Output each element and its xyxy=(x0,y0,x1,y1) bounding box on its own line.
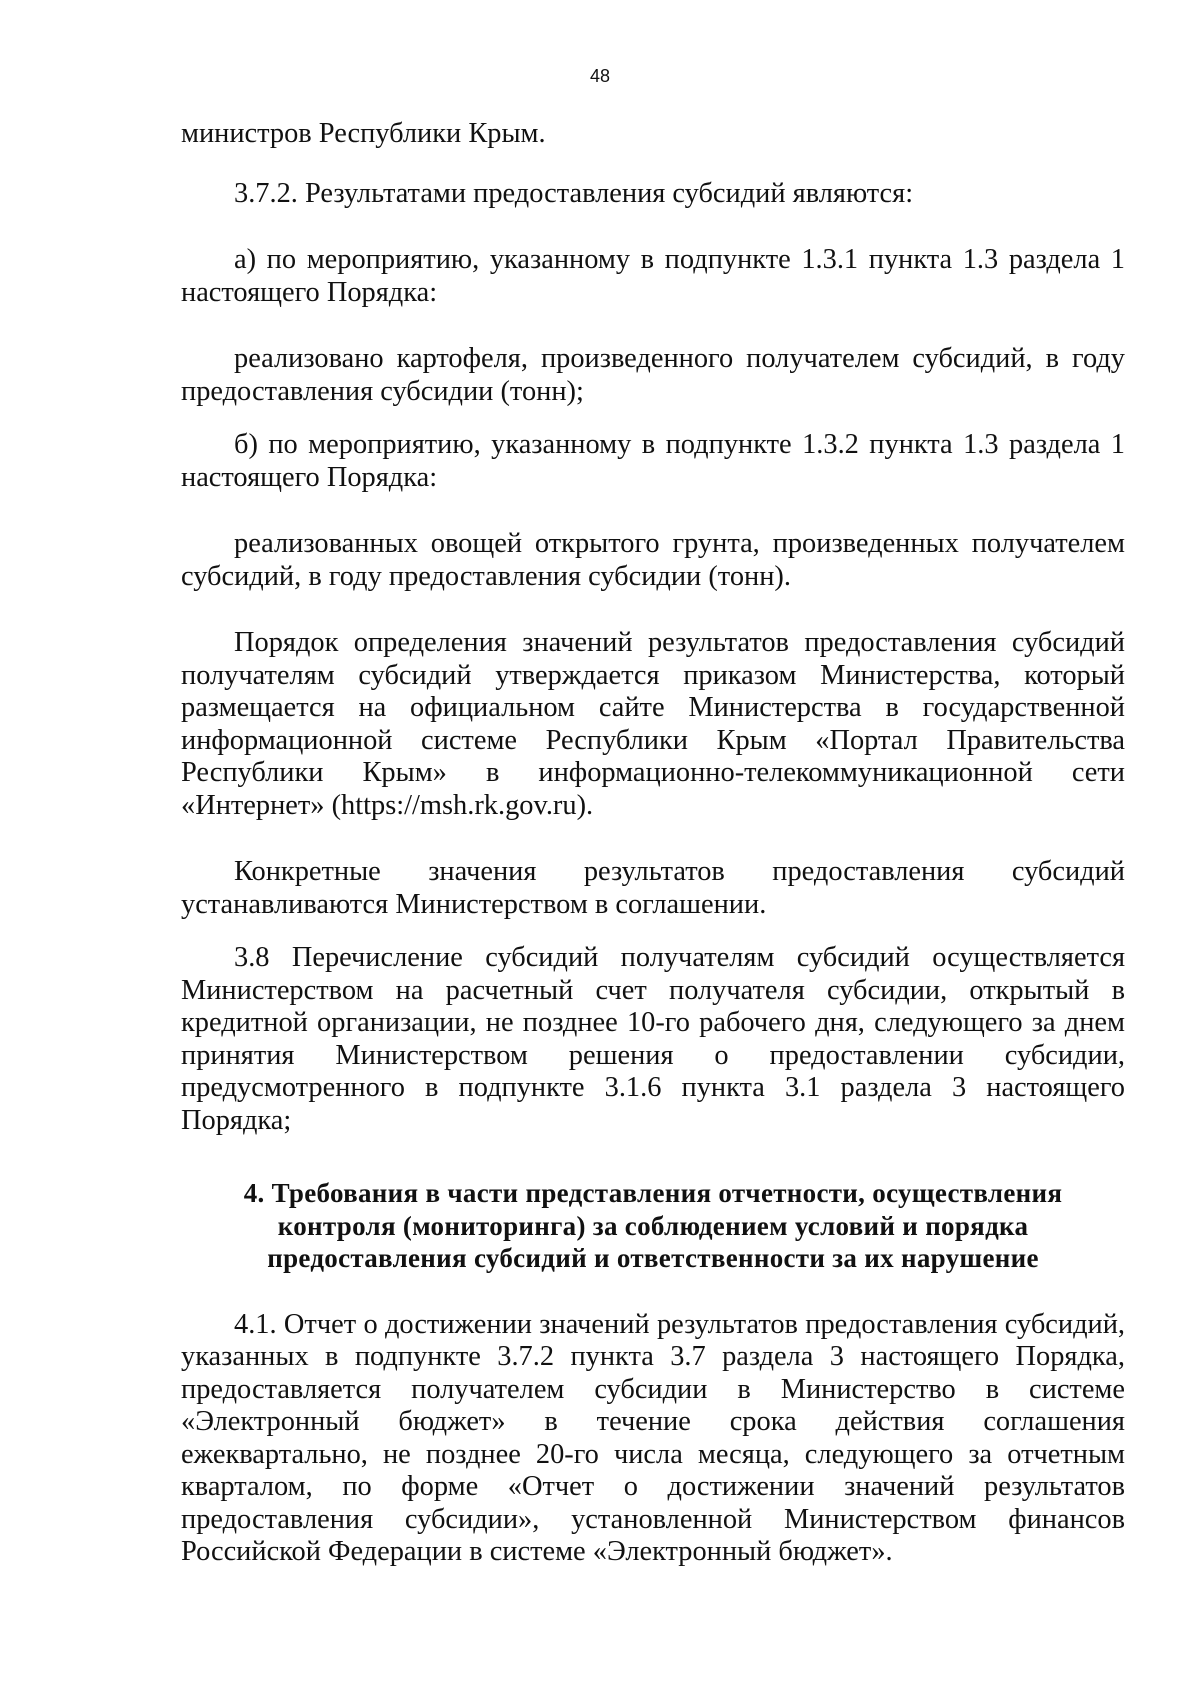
section-heading xyxy=(181,1177,1125,1275)
paragraph-item-a: а) по мероприятию, указанному в подпункте 1.3.1 пункта 1.3 раздела 1 настоящего Порядка: xyxy=(181,244,1125,308)
section-heading-line-3: предоставления субсидий и ответственности за их нарушение xyxy=(267,1243,1039,1273)
section-heading-line-1: 4. Требования в части представления отчетности, осуществления xyxy=(243,1178,1063,1208)
document-body xyxy=(181,118,1125,1569)
paragraph-item-b: б) по мероприятию, указанному в подпункте 1.3.2 пункта 1.3 раздела 1 настоящего Порядка: xyxy=(181,429,1125,493)
paragraph-3-8: 3.8 Перечисление субсидий получателям субсидий осуществляется Министерством на расчетный счет получателя субсидии, открытый в кредитной организации, не позднее 10-го рабочего дня, следующего за днем принятия Министерством решения о предоставлении субсидии, предусмотренного в подпункте 3.1.6 пункта 3.1 раздела 3 настоящего Порядка; xyxy=(181,942,1125,1136)
page-number: 48 xyxy=(589,66,611,86)
paragraph-specific-values: Конкретные значения результатов предоставления субсидий устанавливаются Министерством в соглашении. xyxy=(181,856,1125,920)
paragraph-4-1: 4.1. Отчет о достижении значений результатов предоставления субсидий, указанных в подпункте 3.7.2 пункта 3.7 раздела 3 настоящего Порядка, предоставляется получателем субсидии в Министерство в системе «Электронный бюджет» в течение срока действия соглашения ежеквартально, не позднее 20-го числа месяца, следующего за отчетным кварталом, по форме «Отчет о достижении значений результатов предоставления субсидии», установленной Министерством финансов Российской Федерации в системе «Электронный бюджет». xyxy=(181,1308,1125,1567)
paragraph-procedure: Порядок определения значений результатов предоставления субсидий получателям субсидий утверждается приказом Министерства, который размещается на официальном сайте Министерства в государственной информационной системе Республики Крым «Портал Правительства Республики Крым» в информационно-телекоммуникационной сети «Интернет» (https://msh.rk.gov.ru). xyxy=(181,627,1125,821)
paragraph-continuation: министров Республики Крым. xyxy=(181,118,546,149)
paragraph-result-a: реализовано картофеля, произведенного получателем субсидий, в году предоставления субсидии (тонн); xyxy=(181,343,1125,407)
section-heading-line-2: контроля (мониторинга) за соблюдением условий и порядка xyxy=(277,1210,1029,1241)
paragraph-3-7-2: 3.7.2. Результатами предоставления субсидий являются: xyxy=(234,177,914,209)
paragraph-result-b: реализованных овощей открытого грунта, произведенных получателем субсидий, в году предоставления субсидии (тонн). xyxy=(181,528,1125,592)
